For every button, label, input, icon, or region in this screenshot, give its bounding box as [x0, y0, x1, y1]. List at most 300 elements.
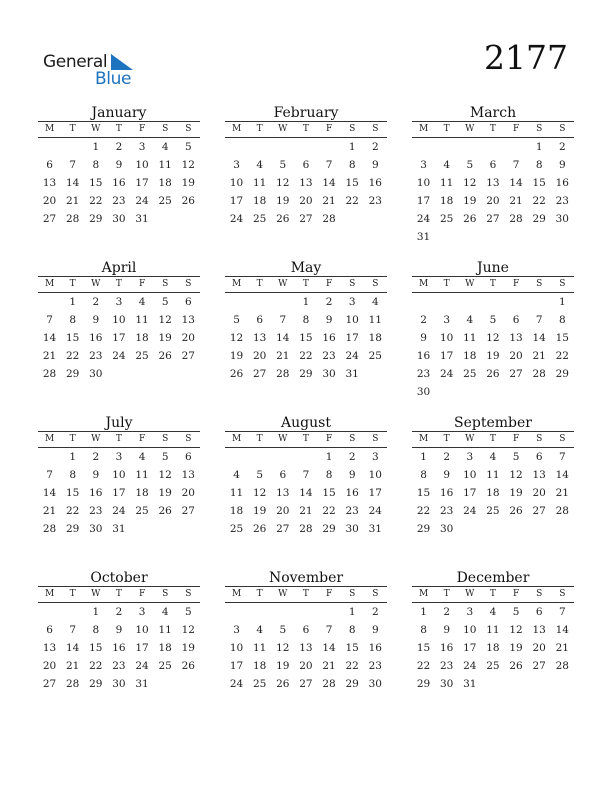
week-row [225, 657, 387, 675]
day-cell: 16 [89, 332, 103, 344]
week-row [412, 603, 574, 621]
day-cell: 10 [368, 469, 382, 481]
day-cell: 19 [509, 487, 523, 499]
day-cell: 11 [253, 177, 267, 189]
month-block [225, 415, 387, 538]
day-cell: 25 [253, 678, 267, 690]
day-cell: 30 [322, 368, 336, 380]
day-cell: 19 [509, 642, 523, 654]
weekday-label: S [349, 589, 356, 599]
day-cell: 23 [112, 195, 126, 207]
day-cell [458, 520, 481, 538]
day-cell: 20 [253, 350, 267, 362]
day-cell [38, 448, 61, 466]
day-cell: 17 [229, 660, 244, 672]
day-cell: 11 [229, 487, 244, 499]
day-cell: 14 [322, 642, 336, 654]
day-cell: 1 [348, 141, 356, 153]
day-cell: 28 [42, 368, 57, 380]
weekday-label: M [231, 434, 242, 444]
day-cell: 18 [158, 177, 172, 189]
day-cell: 30 [440, 523, 454, 535]
week-row [225, 365, 387, 383]
week-row [225, 466, 387, 484]
month-name: April [101, 260, 137, 276]
week-row [225, 156, 387, 174]
day-cell: 26 [158, 505, 172, 517]
day-cell: 15 [299, 332, 313, 344]
weekday-label: S [559, 434, 566, 444]
day-cell [131, 365, 154, 383]
day-cell: 4 [489, 451, 497, 463]
day-cell: 13 [42, 642, 57, 654]
day-cell: 17 [368, 487, 382, 499]
week-row [38, 639, 200, 657]
day-cell: 10 [229, 177, 244, 189]
day-cell [505, 675, 528, 693]
day-cell: 12 [158, 469, 172, 481]
weekday-label: F [325, 124, 333, 134]
day-cell: 18 [253, 195, 267, 207]
day-cell: 12 [509, 469, 523, 481]
weekday-header [225, 276, 387, 293]
day-cell: 7 [325, 624, 333, 636]
day-cell [107, 365, 130, 383]
day-cell [177, 675, 200, 693]
day-cell: 29 [555, 368, 569, 380]
day-cell: 3 [371, 451, 379, 463]
day-cell: 28 [276, 368, 290, 380]
week-row [38, 210, 200, 228]
day-cell: 23 [89, 350, 103, 362]
day-cell: 25 [486, 505, 500, 517]
day-cell: 8 [535, 159, 543, 171]
week-row [412, 210, 574, 228]
week-row [412, 657, 574, 675]
day-cell: 24 [135, 195, 149, 207]
weekday-label: F [325, 434, 333, 444]
day-cell: 23 [89, 505, 103, 517]
day-cell: 14 [555, 469, 569, 481]
day-cell: 14 [322, 177, 336, 189]
weekday-header [38, 431, 200, 448]
weekday-header [38, 276, 200, 293]
day-cell: 12 [253, 487, 267, 499]
day-cell: 21 [42, 505, 57, 517]
day-cell: 28 [322, 678, 336, 690]
day-cell: 4 [233, 469, 240, 481]
weekday-label: W [278, 434, 288, 444]
week-row [38, 502, 200, 520]
day-cell: 24 [416, 213, 431, 225]
day-cell: 18 [463, 350, 477, 362]
day-cell: 9 [115, 624, 123, 636]
day-cell: 12 [486, 332, 500, 344]
day-cell: 28 [509, 213, 523, 225]
day-cell: 10 [463, 624, 477, 636]
day-cell: 17 [345, 332, 359, 344]
week-row [225, 639, 387, 657]
day-cell: 19 [486, 350, 500, 362]
day-cell: 21 [322, 195, 336, 207]
day-cell: 1 [420, 451, 427, 463]
day-cell: 7 [46, 469, 53, 481]
day-cell: 3 [138, 141, 146, 153]
day-cell: 20 [532, 642, 546, 654]
weekday-label: S [162, 434, 169, 444]
weekday-label: T [302, 279, 309, 289]
week-row [225, 621, 387, 639]
day-cell [551, 520, 574, 538]
day-cell: 18 [368, 332, 382, 344]
day-cell: 27 [299, 213, 313, 225]
week-row [38, 621, 200, 639]
day-cell: 31 [112, 523, 126, 535]
day-cell: 4 [161, 141, 169, 153]
day-cell [177, 365, 200, 383]
week-row [412, 502, 574, 520]
day-cell [154, 675, 177, 693]
weekday-label: W [465, 434, 475, 444]
week-row [38, 466, 200, 484]
weekday-header [412, 431, 574, 448]
day-cell [38, 603, 61, 621]
day-cell: 20 [181, 332, 195, 344]
week-row [38, 448, 200, 466]
day-cell: 29 [345, 678, 359, 690]
day-cell: 13 [276, 487, 290, 499]
week-row [38, 365, 200, 383]
month-block [412, 105, 574, 246]
day-cell: 16 [555, 177, 569, 189]
day-cell: 17 [112, 487, 126, 499]
weekday-label: F [325, 279, 333, 289]
day-cell: 8 [92, 624, 100, 636]
day-cell: 25 [158, 195, 172, 207]
day-cell: 25 [253, 213, 267, 225]
day-cell: 16 [440, 642, 454, 654]
day-cell: 19 [158, 487, 172, 499]
day-cell: 20 [509, 350, 523, 362]
week-row [412, 311, 574, 329]
day-cell: 13 [532, 624, 546, 636]
weekday-label: W [278, 589, 288, 599]
day-cell: 23 [440, 505, 454, 517]
day-cell: 7 [69, 159, 77, 171]
day-cell: 15 [89, 642, 103, 654]
day-cell: 23 [416, 368, 431, 380]
day-cell: 3 [115, 296, 123, 308]
month-name: February [273, 105, 339, 121]
day-cell: 28 [42, 523, 57, 535]
day-cell: 29 [66, 523, 80, 535]
day-cell: 5 [489, 314, 497, 326]
day-cell: 1 [92, 141, 100, 153]
weekday-label: S [536, 124, 543, 134]
week-row [412, 484, 574, 502]
day-cell [177, 210, 200, 228]
weekday-label: T [69, 589, 76, 599]
day-cell: 17 [135, 642, 149, 654]
day-cell: 26 [486, 368, 500, 380]
day-cell [154, 210, 177, 228]
day-cell: 6 [46, 159, 53, 171]
weekday-label: M [231, 279, 242, 289]
day-cell: 7 [512, 159, 520, 171]
day-cell: 30 [555, 213, 569, 225]
week-row [38, 347, 200, 365]
day-cell: 8 [92, 159, 100, 171]
weekday-label: T [256, 589, 263, 599]
day-cell: 22 [555, 350, 569, 362]
weekday-label: S [349, 124, 356, 134]
week-row [412, 520, 574, 538]
day-cell: 25 [229, 523, 244, 535]
day-cell: 19 [253, 505, 267, 517]
weekday-label: M [418, 434, 429, 444]
day-cell: 2 [558, 141, 566, 153]
day-cell: 26 [229, 368, 244, 380]
day-cell: 11 [463, 332, 477, 344]
day-cell: 11 [486, 624, 500, 636]
week-row [38, 603, 200, 621]
day-cell: 6 [184, 451, 192, 463]
weekday-header [38, 586, 200, 603]
day-cell: 17 [440, 350, 454, 362]
day-cell: 27 [181, 350, 195, 362]
day-cell: 22 [89, 660, 103, 672]
day-cell: 4 [138, 451, 146, 463]
day-cell: 5 [279, 159, 287, 171]
day-cell: 3 [466, 606, 474, 618]
week-row [38, 156, 200, 174]
week-row [412, 365, 574, 383]
day-cell: 20 [532, 487, 546, 499]
weekday-label: M [418, 279, 429, 289]
week-row [412, 228, 574, 246]
month-block [225, 105, 387, 228]
day-cell: 21 [42, 350, 57, 362]
day-cell: 13 [299, 177, 313, 189]
day-cell: 17 [112, 332, 126, 344]
day-cell: 23 [368, 660, 382, 672]
day-cell: 12 [158, 314, 172, 326]
weekday-label: T [69, 279, 76, 289]
day-cell: 22 [416, 505, 431, 517]
day-cell [435, 138, 458, 156]
day-cell: 5 [161, 296, 169, 308]
day-cell [341, 210, 364, 228]
day-cell [505, 138, 528, 156]
week-row [38, 484, 200, 502]
day-cell: 1 [302, 296, 310, 308]
day-cell: 5 [279, 624, 287, 636]
day-cell [551, 383, 574, 401]
day-cell: 27 [532, 505, 546, 517]
weekday-label: S [559, 589, 566, 599]
day-cell: 29 [299, 368, 313, 380]
day-cell [61, 603, 84, 621]
day-cell: 2 [443, 451, 451, 463]
day-cell: 15 [322, 487, 336, 499]
day-cell [528, 675, 551, 693]
day-cell: 28 [555, 660, 569, 672]
week-row [225, 520, 387, 538]
day-cell: 17 [463, 642, 477, 654]
week-row [38, 293, 200, 311]
weekday-label: T [489, 124, 496, 134]
month-block [38, 415, 200, 538]
weekday-label: T [115, 589, 122, 599]
weekday-label: W [278, 279, 288, 289]
day-cell: 2 [115, 606, 123, 618]
day-cell: 22 [66, 505, 80, 517]
day-cell: 25 [368, 350, 382, 362]
day-cell: 10 [135, 624, 149, 636]
day-cell: 19 [181, 642, 195, 654]
day-cell: 19 [276, 660, 290, 672]
weekday-label: F [325, 589, 333, 599]
day-cell: 3 [420, 159, 427, 171]
day-cell [225, 448, 248, 466]
day-cell: 1 [348, 606, 356, 618]
day-cell: 4 [256, 624, 264, 636]
day-cell: 20 [42, 660, 57, 672]
day-cell: 2 [420, 314, 427, 326]
day-cell: 9 [115, 159, 123, 171]
day-cell: 30 [112, 213, 126, 225]
day-cell: 27 [532, 660, 546, 672]
weekday-label: T [302, 589, 309, 599]
weekday-header [412, 121, 574, 138]
day-cell: 23 [368, 195, 382, 207]
week-row [412, 466, 574, 484]
day-cell: 30 [89, 523, 103, 535]
week-row [225, 347, 387, 365]
day-cell: 2 [115, 141, 123, 153]
day-cell: 12 [229, 332, 244, 344]
day-cell: 16 [345, 487, 359, 499]
day-cell: 16 [112, 642, 126, 654]
week-row [225, 311, 387, 329]
day-cell: 5 [466, 159, 474, 171]
day-cell: 21 [555, 487, 569, 499]
weekday-label: T [115, 434, 122, 444]
day-cell: 26 [181, 660, 195, 672]
day-cell: 21 [276, 350, 290, 362]
weekday-label: S [559, 124, 566, 134]
day-cell: 9 [92, 314, 100, 326]
day-cell: 24 [368, 505, 382, 517]
day-cell: 12 [276, 642, 290, 654]
day-cell [271, 138, 294, 156]
day-cell: 21 [66, 195, 80, 207]
day-cell: 18 [158, 642, 172, 654]
day-cell: 19 [229, 350, 244, 362]
month-name: November [268, 570, 344, 586]
day-cell: 6 [489, 159, 497, 171]
month-block [38, 570, 200, 693]
day-cell [38, 138, 61, 156]
generalblue-logo [43, 52, 143, 92]
weekday-label: T [443, 124, 450, 134]
day-cell: 5 [184, 141, 192, 153]
day-cell: 15 [532, 177, 546, 189]
day-cell: 1 [69, 296, 77, 308]
week-row [38, 520, 200, 538]
day-cell [177, 520, 200, 538]
weekday-label: M [418, 589, 429, 599]
day-cell: 15 [66, 332, 80, 344]
weekday-label: M [231, 124, 242, 134]
week-row [412, 621, 574, 639]
day-cell: 6 [279, 469, 287, 481]
day-cell: 14 [532, 332, 546, 344]
week-row [225, 603, 387, 621]
day-cell: 16 [112, 177, 126, 189]
weekday-label: T [302, 434, 309, 444]
day-cell: 1 [325, 451, 333, 463]
day-cell: 16 [322, 332, 336, 344]
day-cell: 22 [322, 505, 336, 517]
day-cell: 8 [558, 314, 566, 326]
week-row [225, 448, 387, 466]
day-cell: 7 [69, 624, 77, 636]
day-cell [294, 603, 317, 621]
day-cell: 20 [486, 195, 500, 207]
day-cell: 3 [466, 451, 474, 463]
day-cell: 12 [181, 624, 195, 636]
weekday-label: F [512, 434, 520, 444]
day-cell [528, 293, 551, 311]
day-cell: 21 [555, 642, 569, 654]
day-cell: 16 [368, 177, 382, 189]
weekday-label: T [69, 124, 76, 134]
day-cell: 29 [89, 678, 103, 690]
weekday-label: T [256, 124, 263, 134]
day-cell: 17 [463, 487, 477, 499]
day-cell: 7 [325, 159, 333, 171]
day-cell: 10 [112, 469, 126, 481]
day-cell: 22 [416, 660, 431, 672]
day-cell: 26 [253, 523, 267, 535]
day-cell: 13 [532, 469, 546, 481]
day-cell: 18 [486, 487, 500, 499]
day-cell: 23 [322, 350, 336, 362]
day-cell [248, 138, 271, 156]
day-cell: 31 [135, 678, 149, 690]
day-cell: 1 [92, 606, 100, 618]
day-cell: 27 [509, 368, 523, 380]
day-cell: 4 [489, 606, 497, 618]
day-cell: 13 [42, 177, 57, 189]
day-cell [481, 228, 504, 246]
day-cell: 28 [66, 678, 80, 690]
day-cell: 30 [345, 523, 359, 535]
day-cell [38, 293, 61, 311]
day-cell: 31 [463, 678, 477, 690]
day-cell: 3 [233, 159, 240, 171]
day-cell: 2 [371, 141, 379, 153]
month-block [225, 570, 387, 693]
day-cell: 8 [302, 314, 310, 326]
day-cell: 14 [509, 177, 523, 189]
day-cell [61, 138, 84, 156]
day-cell: 9 [348, 469, 356, 481]
day-cell: 9 [443, 624, 451, 636]
weekday-header [225, 586, 387, 603]
day-cell: 6 [302, 624, 310, 636]
